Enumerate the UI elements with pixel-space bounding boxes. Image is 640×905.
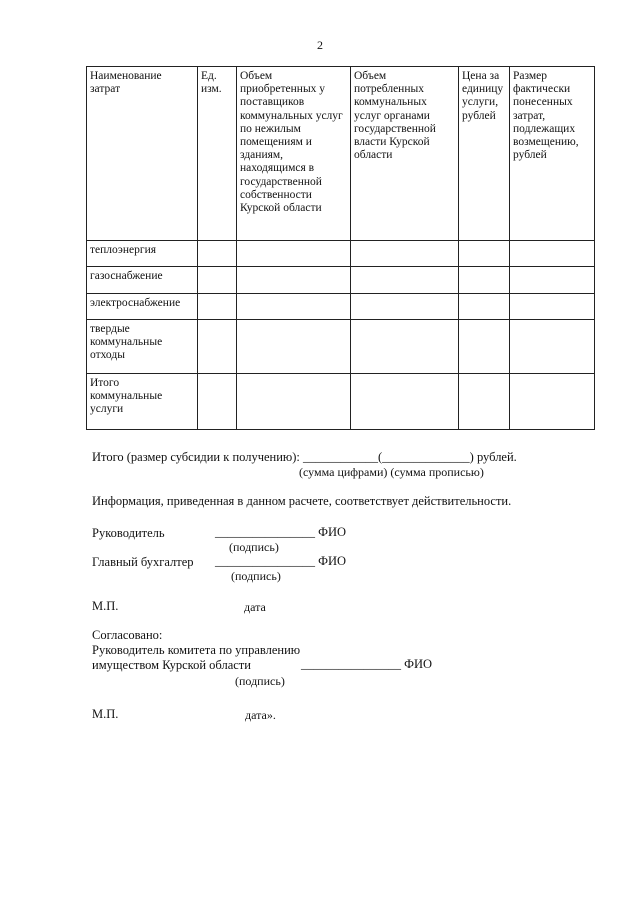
date-label: дата: [244, 600, 266, 614]
page-number: 2: [317, 38, 323, 52]
accountant-signature-line: ________________ ФИО: [215, 554, 347, 568]
approval-position-line1: Руководитель комитета по управлению: [92, 643, 301, 657]
head-signature-line: ________________ ФИО: [215, 525, 347, 539]
accountant-signature-caption: (подпись): [231, 569, 281, 583]
row-label-solid-waste: твердые коммунальные отходы: [87, 320, 198, 374]
accountant-label: Главный бухгалтер: [92, 555, 194, 569]
approval-signature-caption: (подпись): [235, 674, 285, 688]
total-caption: (сумма цифрами) (сумма прописью): [299, 465, 484, 479]
table-header-row: [87, 67, 595, 241]
header-cost-name: Наименование затрат: [87, 67, 198, 241]
stamp-mark: М.П.: [92, 599, 119, 613]
table-row: [87, 267, 595, 294]
table-row: [87, 374, 595, 430]
approval-title: Согласовано:: [92, 628, 163, 642]
header-consumed-volume: Объем потребленных коммунальных услуг органами государственной власти Курской области: [351, 67, 459, 241]
approval-stamp-mark: М.П.: [92, 707, 119, 721]
table-row: [87, 241, 595, 267]
row-label-total: Итого коммунальные услуги: [87, 374, 198, 430]
approval-signature-line: ________________ ФИО: [301, 657, 433, 671]
row-label-heat: теплоэнергия: [87, 241, 198, 267]
header-unit: Ед. изм.: [198, 67, 237, 241]
cost-table: [86, 66, 595, 430]
header-purchased-volume: Объем приобретенных у поставщиков коммунальных услуг по нежилым помещениям и зданиям, находящимся в государственной собственности Курской области: [237, 67, 351, 241]
table-row: [87, 320, 595, 374]
row-label-gas: газоснабжение: [87, 267, 198, 294]
head-signature-caption: (подпись): [229, 540, 279, 554]
header-unit-price: Цена за единицу услуги, рублей: [459, 67, 510, 241]
header-actual-costs: Размер фактически понесенных затрат, подлежащих возмещению, рублей: [510, 67, 595, 241]
table-row: [87, 294, 595, 320]
info-statement: Информация, приведенная в данном расчете, соответствует действительности.: [92, 494, 512, 508]
approval-position-line2: имуществом Курской области: [92, 658, 251, 672]
row-label-electricity: электроснабжение: [87, 294, 198, 320]
head-label: Руководитель: [92, 526, 165, 540]
approval-date-label: дата».: [245, 708, 276, 722]
total-line: Итого (размер субсидии к получению): ____________(______________) рублей.: [92, 450, 517, 464]
